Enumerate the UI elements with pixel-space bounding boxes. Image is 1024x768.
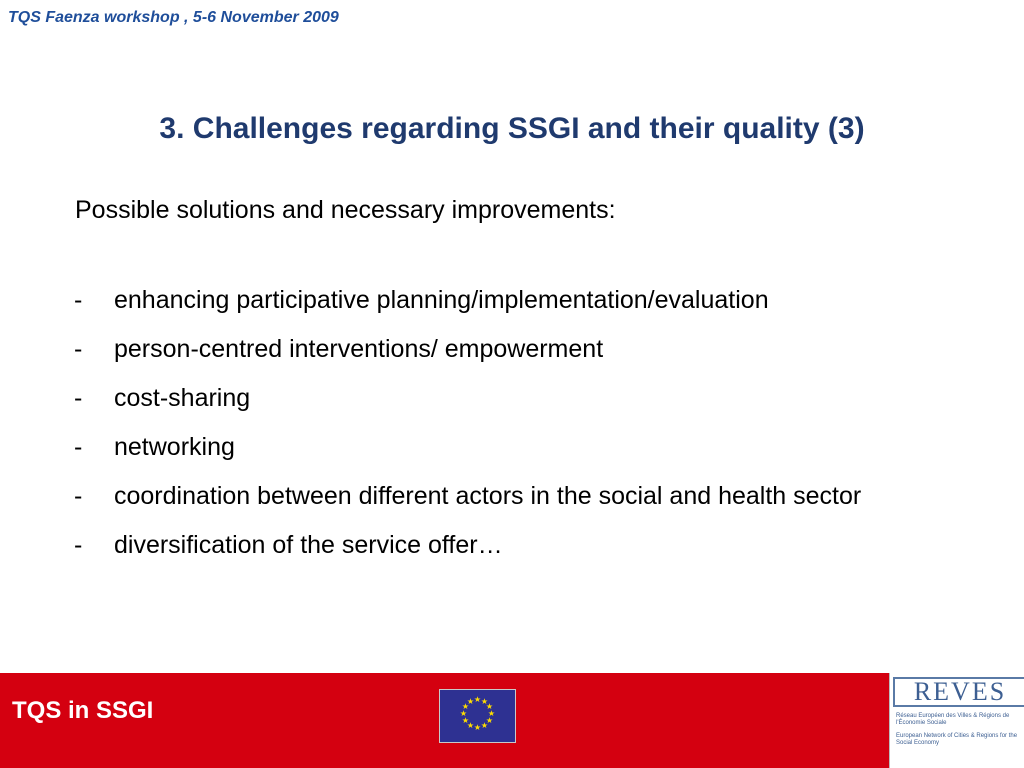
- bullet-dash: -: [74, 433, 83, 461]
- bullet-item: [70, 525, 940, 565]
- bullet-item: [70, 476, 940, 516]
- reves-logo-tagline-fr: Réseau Européen des Villes & Régions de l'Économie Sociale: [896, 713, 1010, 726]
- bullet-item: [70, 280, 940, 320]
- bullet-text: networking: [114, 433, 235, 461]
- bullet-dash: -: [74, 531, 83, 559]
- bullet-dash: -: [74, 482, 83, 510]
- bullet-text: enhancing participative planning/implementation/evaluation: [114, 286, 769, 314]
- bullet-item: [70, 378, 940, 418]
- footer-label: TQS in SSGI: [12, 697, 154, 724]
- bullet-text: person-centred interventions/ empowerment: [114, 335, 604, 363]
- svg-text:★: ★: [466, 721, 475, 730]
- eu-flag-stars: [440, 690, 515, 742]
- svg-text:★: ★: [485, 702, 494, 711]
- bullet-dash: -: [74, 384, 83, 412]
- bullet-item: [70, 329, 940, 369]
- footer-bar: [0, 673, 1024, 768]
- svg-text:★: ★: [480, 697, 489, 706]
- svg-text:★: ★: [466, 697, 475, 706]
- bullet-item: [70, 427, 940, 467]
- bullet-text: cost-sharing: [114, 384, 251, 412]
- bullet-dash: -: [74, 335, 83, 363]
- bullet-text: coordination between different actors in the social and health sector: [114, 482, 862, 510]
- svg-text:★: ★: [485, 716, 494, 725]
- svg-text:★: ★: [487, 709, 496, 718]
- svg-text:★: ★: [473, 723, 482, 732]
- svg-text:★: ★: [473, 695, 482, 704]
- svg-text:★: ★: [461, 716, 470, 725]
- bullet-list: [70, 280, 940, 574]
- svg-text:★: ★: [461, 702, 470, 711]
- reves-logo-tagline-en: European Network of Cities & Regions for the Social Economy: [896, 733, 1018, 746]
- slide-intro: Possible solutions and necessary improvements:: [75, 196, 616, 224]
- svg-text:★: ★: [459, 709, 468, 718]
- reves-logo-word: REVES: [893, 677, 1024, 707]
- header-text: TQS Faenza workshop , 5-6 November 2009: [8, 9, 339, 26]
- eu-flag-icon: [439, 689, 516, 743]
- bullet-text: diversification of the service offer…: [114, 531, 503, 559]
- reves-logo: [889, 673, 1024, 768]
- svg-text:★: ★: [480, 721, 489, 730]
- slide-title: 3. Challenges regarding SSGI and their quality (3): [159, 112, 865, 145]
- bullet-dash: -: [74, 286, 83, 314]
